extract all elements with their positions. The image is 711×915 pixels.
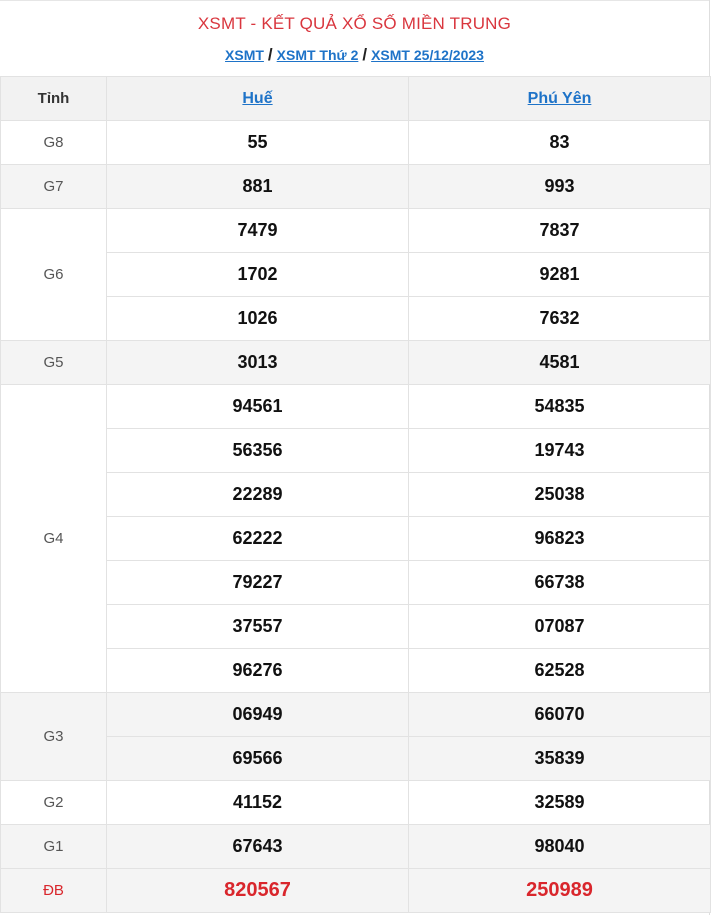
table-row bbox=[1, 561, 711, 605]
prize-number-hue: 79227 bbox=[107, 561, 409, 605]
table-row bbox=[1, 121, 711, 165]
prize-label: G7 bbox=[1, 165, 107, 209]
prize-number-phu-yen: 250989 bbox=[409, 869, 711, 913]
prize-number-phu-yen: 993 bbox=[409, 165, 711, 209]
prize-label: G5 bbox=[1, 341, 107, 385]
breadcrumb-separator: / bbox=[362, 45, 368, 64]
page-title: XSMT - KẾT QUẢ XỔ SỐ MIỀN TRUNG bbox=[197, 14, 512, 33]
prize-number-phu-yen: 19743 bbox=[409, 429, 711, 473]
prize-number-hue: 1026 bbox=[107, 297, 409, 341]
prize-number-phu-yen: 7837 bbox=[409, 209, 711, 253]
prize-number-hue: 55 bbox=[107, 121, 409, 165]
prize-label: G1 bbox=[1, 825, 107, 869]
prize-number-phu-yen: 98040 bbox=[409, 825, 711, 869]
column-header-province bbox=[107, 77, 409, 121]
prize-number-hue: 96276 bbox=[107, 649, 409, 693]
prize-number-phu-yen: 25038 bbox=[409, 473, 711, 517]
table-header-row bbox=[1, 77, 711, 121]
breadcrumb-link-date[interactable]: XSMT 25/12/2023 bbox=[371, 47, 484, 63]
prize-number-hue: 62222 bbox=[107, 517, 409, 561]
prize-number-phu-yen: 62528 bbox=[409, 649, 711, 693]
table-row bbox=[1, 693, 711, 737]
column-header-label: Tỉnh bbox=[1, 77, 107, 121]
province-link-hue[interactable]: Huế bbox=[242, 89, 273, 107]
table-row bbox=[1, 825, 711, 869]
table-row bbox=[1, 341, 711, 385]
prize-number-hue: 881 bbox=[107, 165, 409, 209]
breadcrumb bbox=[0, 45, 709, 65]
prize-number-hue: 06949 bbox=[107, 693, 409, 737]
table-row bbox=[1, 605, 711, 649]
table-row bbox=[1, 649, 711, 693]
prize-number-phu-yen: 54835 bbox=[409, 385, 711, 429]
prize-number-phu-yen: 32589 bbox=[409, 781, 711, 825]
column-header-province bbox=[409, 77, 711, 121]
prize-label: ĐB bbox=[1, 869, 107, 913]
table-row bbox=[1, 737, 711, 781]
prize-label: G3 bbox=[1, 693, 107, 781]
prize-number-phu-yen: 35839 bbox=[409, 737, 711, 781]
prize-number-phu-yen: 83 bbox=[409, 121, 711, 165]
prize-number-hue: 1702 bbox=[107, 253, 409, 297]
table-row bbox=[1, 165, 711, 209]
table-row bbox=[1, 517, 711, 561]
prize-number-phu-yen: 4581 bbox=[409, 341, 711, 385]
prize-number-hue: 820567 bbox=[107, 869, 409, 913]
prize-number-hue: 22289 bbox=[107, 473, 409, 517]
table-row bbox=[1, 297, 711, 341]
prize-number-hue: 94561 bbox=[107, 385, 409, 429]
prize-number-phu-yen: 96823 bbox=[409, 517, 711, 561]
prize-label: G4 bbox=[1, 385, 107, 693]
header bbox=[0, 0, 709, 76]
prize-number-hue: 7479 bbox=[107, 209, 409, 253]
table-row bbox=[1, 209, 711, 253]
province-link-phu-yen[interactable]: Phú Yên bbox=[527, 89, 592, 107]
prize-number-phu-yen: 66738 bbox=[409, 561, 711, 605]
breadcrumb-link-xsmt[interactable]: XSMT bbox=[225, 47, 264, 63]
prize-label: G2 bbox=[1, 781, 107, 825]
prize-number-hue: 67643 bbox=[107, 825, 409, 869]
prize-number-phu-yen: 9281 bbox=[409, 253, 711, 297]
prize-number-phu-yen: 7632 bbox=[409, 297, 711, 341]
prize-number-phu-yen: 66070 bbox=[409, 693, 711, 737]
breadcrumb-separator: / bbox=[267, 45, 273, 64]
prize-number-hue: 3013 bbox=[107, 341, 409, 385]
breadcrumb-link-weekday[interactable]: XSMT Thứ 2 bbox=[276, 47, 359, 63]
results-body bbox=[1, 121, 711, 913]
table-row bbox=[1, 869, 711, 913]
prize-label: G8 bbox=[1, 121, 107, 165]
prize-number-hue: 69566 bbox=[107, 737, 409, 781]
results-table bbox=[0, 76, 711, 913]
prize-label: G6 bbox=[1, 209, 107, 341]
prize-number-hue: 37557 bbox=[107, 605, 409, 649]
table-row bbox=[1, 781, 711, 825]
table-row bbox=[1, 429, 711, 473]
table-row bbox=[1, 473, 711, 517]
prize-number-hue: 41152 bbox=[107, 781, 409, 825]
table-row bbox=[1, 253, 711, 297]
prize-number-phu-yen: 07087 bbox=[409, 605, 711, 649]
prize-number-hue: 56356 bbox=[107, 429, 409, 473]
table-row bbox=[1, 385, 711, 429]
